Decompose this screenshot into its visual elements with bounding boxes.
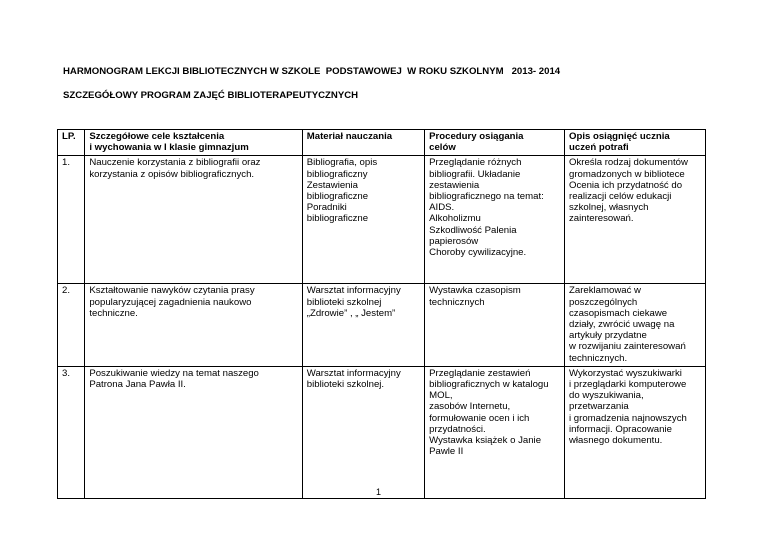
table-header-row xyxy=(58,130,706,156)
row-lp: 3. xyxy=(58,366,85,498)
header-procedures: Procedury osiągania celów xyxy=(425,130,565,156)
row-material: Warsztat informacyjny biblioteki szkolnej. xyxy=(302,366,424,498)
table-row xyxy=(58,156,706,284)
document-subtitle: SZCZEGÓŁOWY PROGRAM ZAJĘĆ BIBLIOTERAPEUTYCZNYCH xyxy=(63,90,359,101)
row-goal: Poszukiwanie wiedzy na temat naszego Patrona Jana Pawła II. xyxy=(85,366,302,498)
row-material: Bibliografia, opis bibliograficzny Zestawienia bibliograficzne Poradniki bibliograficzne xyxy=(302,156,424,284)
row-material: Warsztat informacyjny biblioteki szkolnej „Zdrowie” , „ Jestem” xyxy=(302,284,424,366)
document-title: HARMONOGRAM LEKCJI BIBLIOTECZNYCH W SZKOLE PODSTAWOWEJ W ROKU SZKOLNYM 2013- 2014 xyxy=(63,66,561,77)
header-material: Materiał nauczania xyxy=(302,130,424,156)
header-goals: Szczegółowe cele kształcenia i wychowania w I klasie gimnazjum xyxy=(85,130,302,156)
row-goal: Nauczenie korzystania z bibliografii oraz korzystania z opisów bibliograficznych. xyxy=(85,156,302,284)
row-procedure: Wystawka czasopism technicznych xyxy=(425,284,565,366)
header-outcomes: Opis osiągnięć ucznia uczeń potrafi xyxy=(565,130,706,156)
table-row xyxy=(58,366,706,498)
row-goal: Kształtowanie nawyków czytania prasy popularyzującej zagadnienia naukowo techniczne. xyxy=(85,284,302,366)
row-outcome: Wykorzystać wyszukiwarki i przeglądarki komputerowe do wyszukiwania, przetwarzania i gromadzenia najnowszych informacji. Opracowanie własnego dokumentu. xyxy=(565,366,706,498)
page-number: 1 xyxy=(376,487,382,497)
row-lp: 1. xyxy=(58,156,85,284)
header-lp: LP. xyxy=(58,130,85,156)
row-lp: 2. xyxy=(58,284,85,366)
program-table xyxy=(57,129,706,499)
row-procedure: Przeglądanie zestawień bibliograficznych w katalogu MOL, zasobów Internetu, formułowanie ocen i ich przydatności. Wystawka książek o Janie Pawle II xyxy=(425,366,565,498)
row-outcome: Określa rodzaj dokumentów gromadzonych w bibliotece Ocenia ich przydatność do realizacji celów edukacji szkolnej, własnych zainteresowań. xyxy=(565,156,706,284)
row-procedure: Przeglądanie różnych bibliografii. Układanie zestawienia bibliograficznego na temat: AIDS. Alkoholizmu Szkodliwość Palenia papierosów Choroby cywilizacyjne. xyxy=(425,156,565,284)
row-outcome: Zareklamować w poszczególnych czasopismach ciekawe działy, zwrócić uwagę na artykuły przydatne w rozwijaniu zainteresowań technicznych. xyxy=(565,284,706,366)
table-row xyxy=(58,284,706,366)
